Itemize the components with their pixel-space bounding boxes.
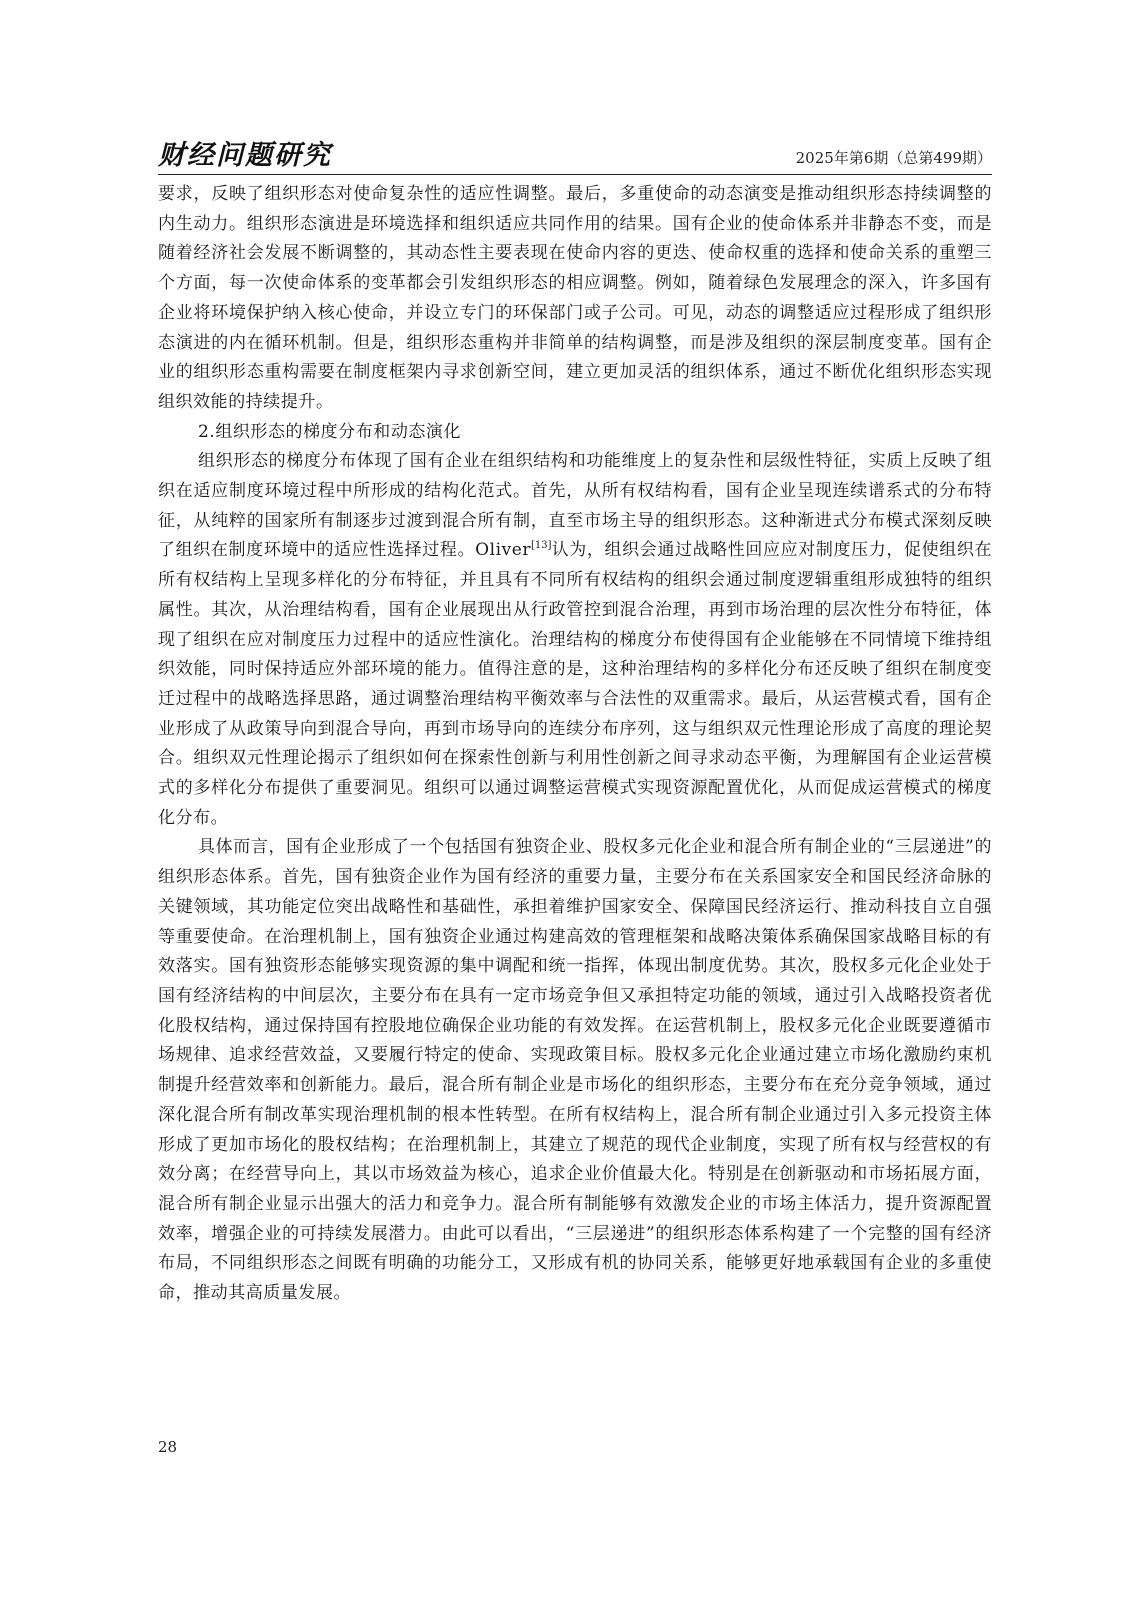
paragraph-2-text-b: 认为，组织会通过战略性回应应对制度压力，促使组织在所有权结构上呈现多样化的分布特征，并且具有不同所有权结构的组织会通过制度逻辑重组形成独特的组织属性。其次，从治理结构看，国有企业展现出从行政管控到混合治理，再到市场治理的层次性分布特征，体现了组织在应对制度压力过程中的适应性演化。治理结构的梯度分布使得国有企业能够在不同情境下维持组织效能，同时保持适应外部环境的能力。值得注意的是，这种治理结构的多样化分布还反映了组织在制度变迁过程中的战略选择思路，通过调整治理结构平衡效率与合法性的双重需求。最后，从运营模式看，国有企业形成了从政策导向到混合导向，再到市场导向的连续分布序列，这与组织双元性理论形成了高度的理论契合。组织双元性理论揭示了组织如何在探索性创新与利用性创新之间寻求动态平衡，为理解国有企业运营模式的多样化分布提供了重要洞见。组织可以通过调整运营模式实现资源配置优化，从而促成运营模式的梯度化分布。 (158, 540, 993, 828)
paragraph-3: 具体而言，国有企业形成了一个包括国有独资企业、股权多元化企业和混合所有制企业的“三层递进”的组织形态体系。首先，国有独资企业作为国有经济的重要力量，主要分布在关系国家安全和国民经济命脉的关键领域，其功能定位突出战略性和基础性，承担着维护国家安全、保障国民经济运行、推动科技自立自强等重要使命。在治理机制上，国有独资企业通过构建高效的管理框架和战略决策体系确保国家战略目标的有效落实。国有独资形态能够实现资源的集中调配和统一指挥，体现出制度优势。其次，股权多元化企业处于国有经济结构的中间层次，主要分布在具有一定市场竞争但又承担特定功能的领域，通过引入战略投资者优化股权结构，通过保持国有控股地位确保企业功能的有效发挥。在运营机制上，股权多元化企业既要遵循市场规律、追求经营效益，又要履行特定的使命、实现政策目标。股权多元化企业通过建立市场化激励约束机制提升经营效率和创新能力。最后，混合所有制企业是市场化的组织形态，主要分布在充分竞争领域，通过深化混合所有制改革实现治理机制的根本性转型。在所有权结构上，混合所有制企业通过引入多元投资主体形成了更加市场化的股权结构；在治理机制上，其建立了规范的现代企业制度，实现了所有权与经营权的有效分离；在经营导向上，其以市场效益为核心，追求企业价值最大化。特别是在创新驱动和市场拓展方面，混合所有制企业显示出强大的活力和竞争力。混合所有制能够有效激发企业的市场主体活力，提升资源配置效率，增强企业的可持续发展潜力。由此可以看出，“三层递进”的组织形态体系构建了一个完整的国有经济布局，不同组织形态之间既有明确的功能分工，又形成有机的协同关系，能够更好地承载国有企业的多重使命，推动其高质量发展。 (158, 837, 992, 1304)
page-number: 28 (158, 1438, 178, 1456)
header-rule (158, 174, 992, 175)
section-subheading: 2.组织形态的梯度分布和动态演化 (198, 421, 462, 442)
paragraph-1: 要求，反映了组织形态对使命复杂性的适应性调整。最后，多重使命的动态演变是推动组织形态持续调整的内生动力。组织形态演进是环境选择和组织适应共同作用的结果。国有企业的使命体系并非静态不变，而是随着经济社会发展不断调整的，其动态性主要表现在使命内容的更迭、使命权重的选择和使命关系的重塑三个方面，每一次使命体系的变革都会引发组织形态的相应调整。例如，随着绿色发展理念的深入，许多国有企业将环境保护纳入核心使命，并设立专门的环保部门或子公司。可见，动态的调整适应过程形成了组织形态演进的内在循环机制。但是，组织形态重构并非简单的结构调整，而是涉及组织的深层制度变革。国有企业的组织形态重构需要在制度框架内寻求创新空间，建立更加灵活的组织体系，通过不断优化组织形态实现组织效能的持续提升。 (158, 184, 992, 412)
citation-marker: [13] (531, 540, 552, 552)
paragraph-2-text-a: 组织形态的梯度分布体现了国有企业在组织结构和功能维度上的复杂性和层级性特征，实质上反映了组织在适应制度环境过程中所形成的结构化范式。首先，从所有权结构看，国有企业呈现连续谱系式的分布特征，从纯粹的国家所有制逐步过渡到混合所有制，直至市场主导的组织形态。这种渐进式分布模式深刻反映了组织在制度环境中的适应性选择过程。Oliver (158, 451, 992, 561)
article-body (158, 180, 992, 1309)
issue-info: 2025年第6期（总第499期） (795, 149, 992, 167)
journal-logo: 财经问题研究 (158, 140, 332, 171)
paragraph-2 (158, 447, 992, 833)
page-header (158, 140, 992, 172)
